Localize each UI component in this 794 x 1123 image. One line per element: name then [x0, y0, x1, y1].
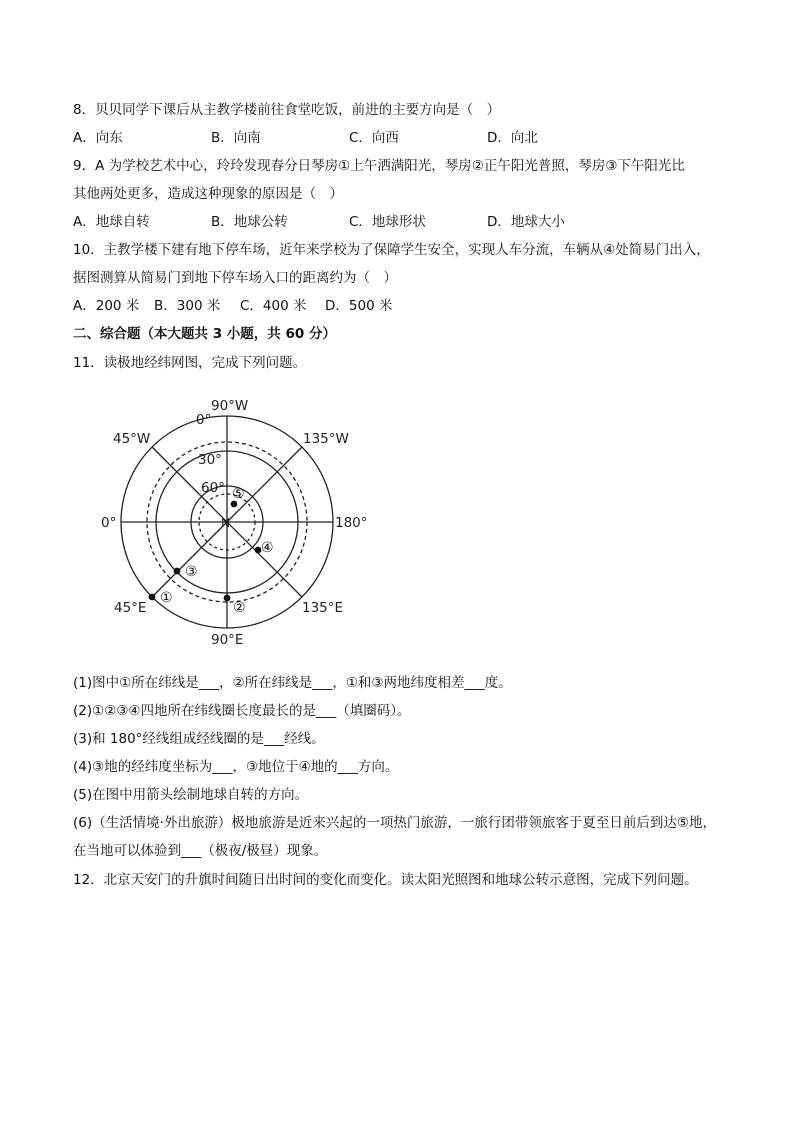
q10-option-d: D．500 米 — [325, 298, 393, 314]
lon-label-135e: 135°E — [302, 600, 344, 616]
q9-option-a: A．地球自转 — [73, 214, 150, 230]
q11-sub6-line1: (6)（生活情境·外出旅游）极地旅游是近来兴起的一项热门旅游，一旅行团带领旅客于夏至日前后到达⑤地， — [73, 815, 717, 831]
q8-option-c: C．向西 — [349, 130, 399, 146]
q8-stem: 8．贝贝同学下课后从主教学楼前往食堂吃饭，前进的主要方向是（ ） — [73, 102, 501, 118]
section-2-title: 二、综合题（本大题共 3 小题，共 60 分） — [73, 326, 336, 342]
lon-label-0: 0° — [101, 515, 117, 531]
point-2-label: ② — [233, 600, 246, 616]
lat-label-30: 30° — [198, 452, 222, 468]
q11-sub5: (5)在图中用箭头绘制地球自转的方向。 — [73, 787, 309, 803]
point-1-dot — [149, 594, 156, 601]
point-4-label: ④ — [261, 540, 274, 556]
lon-label-90e: 90°E — [211, 632, 244, 648]
lon-label-45w: 45°W — [113, 431, 151, 447]
q9-stem-line1: 9．A 为学校艺术中心，玲玲发现春分日琴房①上午洒满阳光，琴房②正午阳光普照，琴房③下午阳光比 — [73, 158, 685, 174]
q11-stem: 11．读极地经纬网图，完成下列问题。 — [73, 355, 307, 371]
q11-sub6-line2: 在当地可以体验到___（极夜/极昼）现象。 — [73, 843, 328, 859]
q10-option-b: B．300 米 — [154, 298, 221, 314]
polar-grid-diagram — [80, 390, 390, 655]
q8-option-d: D．向北 — [487, 130, 538, 146]
lat-label-60: 60° — [201, 480, 225, 496]
q9-option-b: B．地球公转 — [211, 214, 288, 230]
q8-option-a: A．向东 — [73, 130, 123, 146]
q11-sub3: (3)和 180°经线组成经线圈的是___经线。 — [73, 731, 325, 747]
lon-label-90w: 90°W — [211, 398, 249, 414]
q10-option-c: C．400 米 — [240, 298, 307, 314]
q11-sub2: (2)①②③④四地所在纬线圈长度最长的是___（填圈码）。 — [73, 703, 411, 719]
point-5-label: ⑤ — [232, 486, 245, 502]
q12-stem: 12．北京天安门的升旗时间随日出时间的变化而变化。读太阳光照图和地球公转示意图，完成下列问题。 — [73, 872, 698, 888]
lon-label-45e: 45°E — [114, 600, 147, 616]
point-3-dot — [174, 568, 181, 575]
q10-option-a: A．200 米 — [73, 298, 140, 314]
lon-label-180: 180° — [335, 515, 368, 531]
q9-option-d: D．地球大小 — [487, 214, 565, 230]
point-3-label: ③ — [185, 564, 198, 580]
q9-option-c: C．地球形状 — [349, 214, 426, 230]
q10-stem-line1: 10．主教学楼下建有地下停车场，近年来学校为了保障学生安全，实现人车分流，车辆从④处简易门出入， — [73, 242, 710, 258]
lon-label-135w: 135°W — [303, 431, 349, 447]
point-1-label: ① — [160, 590, 173, 606]
q11-sub4: (4)③地的经纬度坐标为___，③地位于④地的___方向。 — [73, 759, 399, 775]
lat-label-0: 0° — [196, 412, 212, 428]
q9-stem-line2: 其他两处更多，造成这种现象的原因是（ ） — [73, 186, 343, 202]
q10-stem-line2: 据图测算从简易门到地下停车场入口的距离约为（ ） — [73, 270, 397, 286]
north-pole-label: N — [221, 516, 230, 530]
point-2-dot — [224, 595, 231, 602]
q8-option-b: B．向南 — [211, 130, 261, 146]
q11-sub1: (1)图中①所在纬线是___，②所在纬线是___，①和③两地纬度相差___度。 — [73, 675, 512, 691]
